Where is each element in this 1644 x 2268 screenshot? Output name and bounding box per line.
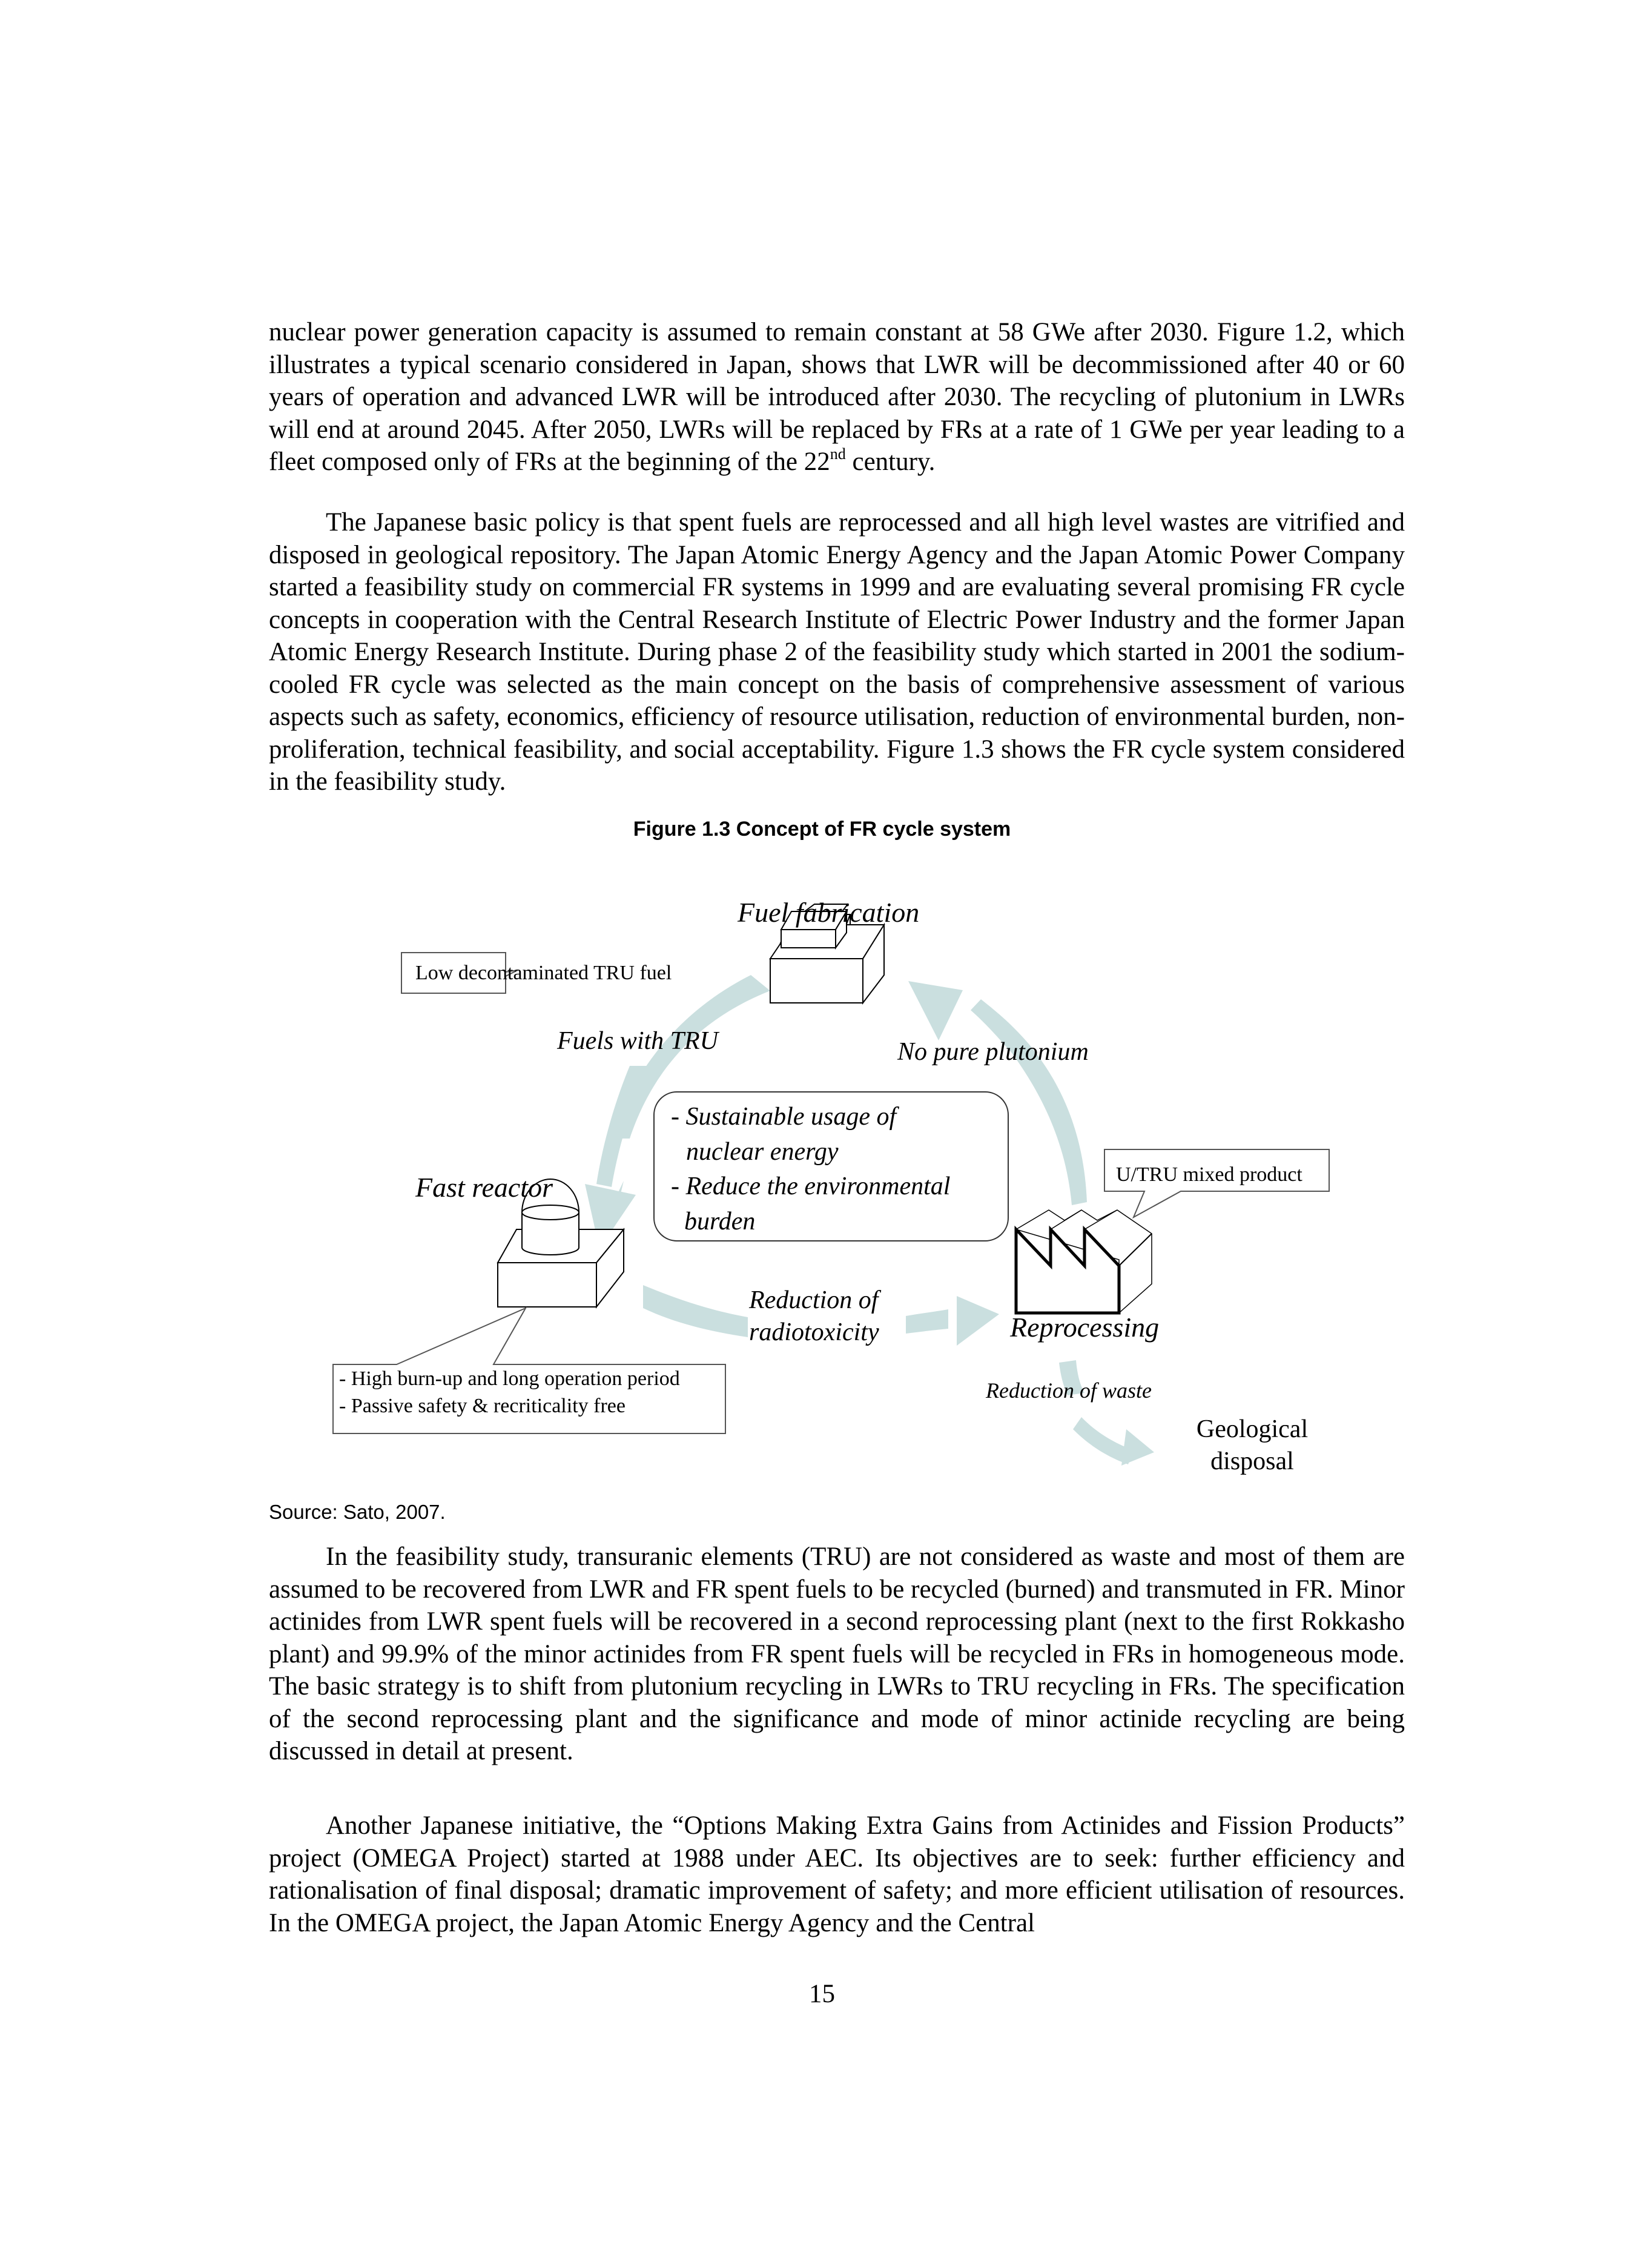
arrow-radiotoxicity-left [643,1285,748,1337]
callout-utru-mixed-text: U/TRU mixed product [1116,1163,1302,1186]
page-number: 15 [809,1980,835,2008]
flow-radiotoxicity-line-2: radiotoxicity [749,1318,879,1346]
arrow-radiotoxicity-right [906,1309,948,1334]
paragraph-omega-project: Another Japanese initiative, the “Options Making Extra Gains from Actinides and Fission Products” project (OMEGA Project) started at 1988 under AEC. Its objectives are to seek: further efficiency and rationalisation of final disposal; dramatic improvement of safety; and more efficient utilisation of resources. In the OMEGA project, the Japan Atomic Energy Agency and the Central [269,1811,1405,1937]
reactor-feature-1: - High burn-up and long operation period [339,1367,680,1390]
paragraph-feasibility-tru: In the feasibility study, transuranic elements (TRU) are not considered as waste and most of them are assumed to be recovered from LWR and FR spent fuels to be recycled (burned) and transmuted in FR. Minor actinides from LWR spent fuels will be recovered in a second reprocessing plant (next to the first Rokkasho plant) and 99.9% of the minor actinides from FR spent fuels will be recycled in FRs in homogeneous mode. The basic strategy is to shift from plutonium recycling in LWRs to TRU recycling in FRs. The specification of the second reprocessing plant and the significance and mode of minor actinide recycling are being discussed in detail at present. [269,1542,1405,1765]
center-goal-line-1: - Sustainable usage of [671,1103,897,1131]
node-geological-disposal-line-2: disposal [1210,1447,1294,1475]
flow-radiotoxicity-line-1: Reduction of [749,1286,879,1314]
flow-fuels-with-tru: Fuels with TRU [557,1027,719,1055]
reactor-feature-2: - Passive safety & recriticality free [339,1395,626,1417]
arrow-radiotoxicity-head [957,1296,999,1346]
figure-source: Source: Sato, 2007. [269,1501,446,1523]
arrow-fuels-with-tru-body [596,1066,648,1187]
center-goal-line-4: burden [684,1208,756,1235]
paragraph-text-end: century. [845,448,936,476]
callout-low-decontaminated-text: Low decontaminated TRU fuel [415,962,672,984]
reprocessing-factory-icon [1016,1210,1152,1313]
center-goal-line-2: nuclear energy [686,1138,839,1166]
center-goal-line-3: - Reduce the environmental [671,1172,951,1200]
arrow-no-pure-plutonium-body [1012,1045,1087,1205]
flow-no-pure-plutonium: No pure plutonium [897,1038,1089,1066]
figure-caption: Figure 1.3 Concept of FR cycle system [633,818,1011,841]
node-geological-disposal-line-1: Geological [1196,1415,1309,1443]
node-fast-reactor: Fast reactor [415,1172,553,1203]
node-reprocessing: Reprocessing [1010,1312,1160,1343]
paragraph-basic-policy: The Japanese basic policy is that spent fuels are reprocessed and all high level wastes are vitrified and disposed in geological repository. The Japan Atomic Energy Agency and the Japan Atomic Power Company started a feasibility study on commercial FR systems in 1999 and are evaluating several promising FR cycle concepts in cooperation with the Central Research Institute of Electric Power Industry and the former Japan Atomic Energy Research Institute. During phase 2 of the feasibility study which started in 2001 the sodium-cooled FR cycle was selected as the main concept on the basis of comprehensive assessment of various aspects such as safety, economics, efficiency of resource utilisation, reduction of environmental burden, non-proliferation, technical feasibility, and social acceptability. Figure 1.3 shows the FR cycle system considered in the feasibility study. [269,508,1405,796]
superscript-ordinal: nd [830,445,846,463]
arrow-no-pure-plutonium-head [908,981,963,1040]
flow-reduction-of-waste: Reduction of waste [986,1378,1152,1403]
arrow-waste-head [1121,1429,1154,1466]
paragraph-text: nuclear power generation capacity is assumed to remain constant at 58 GWe after 2030. Figure 1.2, which illustrates a typical scenario considered in Japan, shows that LWR will be decommissioned after 40 or 60 years of operation and advanced LWR will be introduced after 2030. The recycling of plutonium in LWRs will end at around 2045. After 2050, LWRs will be replaced by FRs at a rate of 1 GWe per year leading to a fleet composed only of FRs at the beginning of the 22 [269,318,1405,476]
node-fuel-fabrication: Fuel fabrication [738,897,920,928]
